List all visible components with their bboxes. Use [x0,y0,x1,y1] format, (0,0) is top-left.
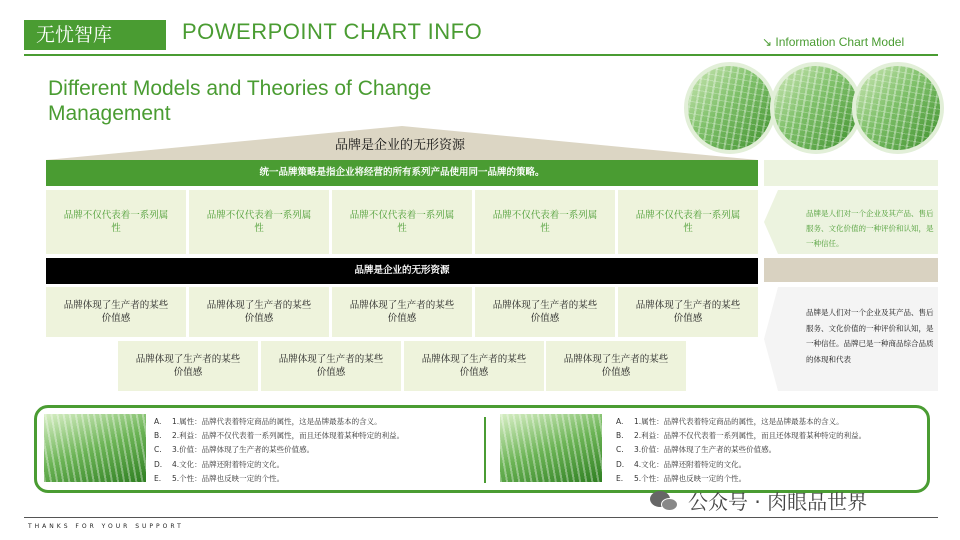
right-mid-block [764,258,938,282]
list-item: B. 2.利益：品牌不仅代表着一系列属性，而且还体现着某种特定的利益。 [616,431,867,441]
value-cell: 品牌体现了生产者的某些价值感 [261,341,401,391]
list-item: E. 5.个性：品牌也反映一定的个性。 [616,473,747,483]
list-item: A. 1.属性：品牌代表着特定商品的属性，这是品牌最基本的含义。 [616,417,844,426]
watermark-text: 公众号 · 肉眼品世界 [688,490,868,514]
header-divider [24,54,938,56]
list-item: D. 4.文化：品牌还附着特定的文化。 [616,459,747,469]
value-cell: 品牌体现了生产者的某些价值感 [618,287,758,337]
value-cell: 品牌体现了生产者的某些价值感 [189,287,329,337]
strategy-bar: 统一品牌策略是指企业将经营的所有系列产品使用同一品牌的策略。 [46,160,758,186]
value-cell: 品牌体现了生产者的某些价值感 [475,287,615,337]
wechat-icon [650,489,680,513]
brand-definition-text: 品牌是人们对一个企业及其产品、售后服务、文化价值的一种评价和认知，是一种信任。品牌已是一种商品综合品质的体现和代表 [806,308,934,364]
attribute-cell: 品牌不仅代表着一系列属性 [46,190,186,254]
right-top-block [764,160,938,186]
resource-bar: 品牌是企业的无形资源 [46,258,758,284]
panel-divider [484,417,486,483]
attribute-cell: 品牌不仅代表着一系列属性 [475,190,615,254]
attribute-cell: 品牌不仅代表着一系列属性 [618,190,758,254]
value-cell: 品牌体现了生产者的某些价值感 [118,341,258,391]
list-item: E. 5.个性：品牌也反映一定的个性。 [154,473,285,483]
building-thumbnail [44,414,146,482]
list-item: C. 3.价值：品牌体现了生产者的某些价值感。 [154,445,315,455]
attribute-cell: 品牌不仅代表着一系列属性 [189,190,329,254]
list-item: A. 1.属性：品牌代表着特定商品的属性，这是品牌最基本的含义。 [154,417,382,426]
brand-list-left [154,415,404,486]
brand-list-right [616,415,866,486]
value-cell: 品牌体现了生产者的某些价值感 [332,287,472,337]
list-item: C. 3.价值：品牌体现了生产者的某些价值感。 [616,445,777,455]
value-cell: 品牌体现了生产者的某些价值感 [546,341,686,391]
logo-box [24,20,166,50]
attribute-cell: 品牌不仅代表着一系列属性 [332,190,472,254]
list-item: D. 4.文化：品牌还附着特定的文化。 [154,459,285,469]
footer-text: THANKS FOR YOUR SUPPORT [28,523,184,530]
building-photo-circle [770,62,862,154]
header-title: POWERPOINT CHART INFO [182,19,483,44]
header-right-label: ↘ Information Chart Model [762,35,905,49]
page-title: Different Models and Theories of Change Management [48,77,432,125]
list-item: B. 2.利益：品牌不仅代表着一系列属性，而且还体现着某种特定的利益。 [154,431,405,441]
logo-text: 无忧智库 [36,24,113,46]
brand-definition-text: 品牌是人们对一个企业及其产品、售后服务、文化价值的一种评价和认知，是一种信任。 [806,209,934,248]
roof-label: 品牌是企业的无形资源 [334,138,465,153]
footer-divider [24,517,938,518]
building-photo-circle [852,62,944,154]
value-cell: 品牌体现了生产者的某些价值感 [404,341,544,391]
watermark [650,486,867,515]
building-thumbnail [500,414,602,482]
value-cell: 品牌体现了生产者的某些价值感 [46,287,186,337]
